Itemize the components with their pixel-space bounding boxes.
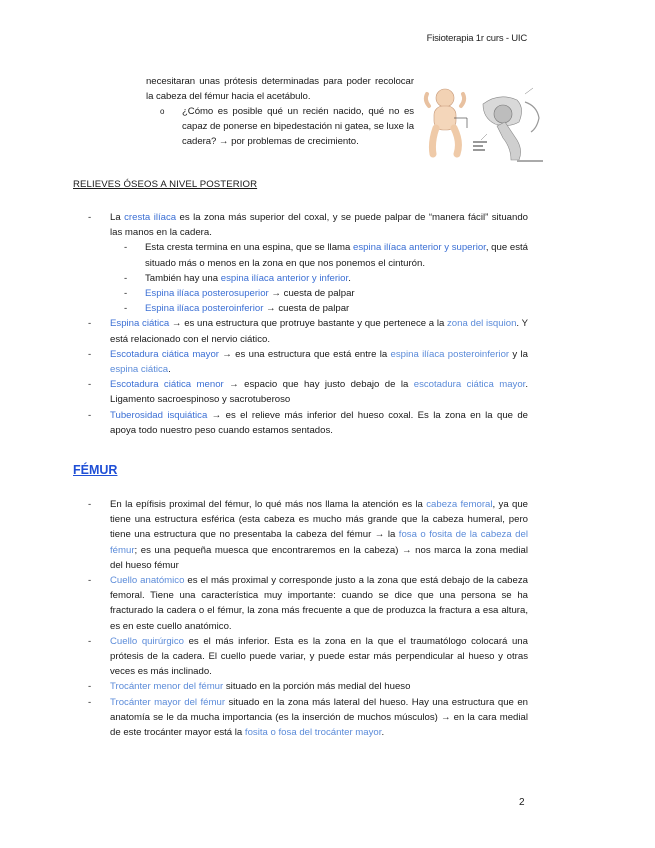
dash-bullet-icon: -	[88, 635, 92, 647]
hip-joint-diagram	[473, 88, 543, 162]
term-highlight: fosita o fosa del trocánter mayor	[244, 727, 382, 739]
term-highlight: Cuello anatómico	[110, 575, 185, 587]
dash-bullet-icon: -	[88, 212, 92, 223]
term-highlight: escotadura ciática mayor	[413, 379, 526, 391]
intro-paragraph: necesitaran unas prótesis determinadas para poder recolocar la cabeza del fémur hacia el acetábulo.	[146, 76, 414, 103]
list-item-cuello-anatomico: - Cuello anatómico es el más proximal y corresponde justo a la zona que está debajo de la cabeza femoral. Tiene una característica muy importante: cuando se dice que una persona se ha fracturado la cadera o el fémur, la zona más frecuente a que de produzca la fractura a esa altura, es en este cuello anatómico.	[88, 575, 528, 632]
dash-bullet-icon: -	[88, 499, 92, 510]
list-item-espina-ciatica: - Espina ciática → es una estructura que protruye bastante y que pertenece a la zona del isquion. Y está relacionado con el nervio ciático.	[88, 318, 528, 345]
relieves-list	[88, 210, 528, 438]
list-item-cabeza-femoral: - En la epífisis proximal del fémur, lo qué más nos llama la atención es la cabeza femoral, ya que tiene una estructura esférica (esta cabeza es mucho más grande que la cabeza humeral, pero tiene una estructura que no presentaba la cabeza del fémur → la fosa o fosita de la cabeza del fémur; es una pequeña muesca que encontraremos en la cabeza) → nos marca la zona medial del hueso fémur	[88, 499, 529, 571]
dash-bullet-icon: -	[88, 318, 92, 330]
term-highlight: espina ilíaca anterior y inferior	[220, 272, 349, 284]
term-highlight: Espina ciática	[110, 318, 170, 330]
term-highlight: Cuello quirúrgico	[110, 635, 184, 647]
term-highlight: espina ilíaca posteroinferior	[390, 348, 510, 360]
list-item-escotadura-menor: - Escotadura ciática menor → espacio que hay justo debajo de la escotadura ciática mayor. Ligamento sacroespinoso y sacrotuberoso	[88, 379, 529, 406]
intro-sub-bullet	[160, 104, 414, 150]
section-heading-relieves: RELIEVES ÓSEOS A NIVEL POSTERIOR	[73, 179, 258, 190]
circle-bullet-icon: o	[160, 107, 165, 116]
list-subitem: - Espina ilíaca posteroinferior → cuesta de palpar	[88, 301, 528, 316]
term-highlight: fosa o fosita de la cabeza del fémur	[110, 529, 528, 556]
term-highlight: cresta ilíaca	[124, 212, 177, 223]
femur-list	[88, 497, 528, 740]
dash-bullet-icon: -	[124, 242, 128, 254]
list-subitem: - También hay una espina ilíaca anterior y inferior.	[88, 271, 528, 286]
list-item-escotadura-mayor: - Escotadura ciática mayor → es una estructura que está entre la espina ilíaca posteroinferior y la espina ciática.	[88, 348, 528, 376]
intro-question: ¿Cómo es posible qué un recién nacido, qué no es capaz de ponerse en bipedestación ni gatea, se luxe la cadera? → por problemas de crecimiento.	[182, 106, 414, 148]
term-highlight: Escotadura ciática mayor	[110, 348, 219, 360]
dash-bullet-icon: -	[88, 681, 92, 693]
hip-dislocation-illustration	[421, 84, 549, 164]
page-header: Fisioterapia 1r curs - UIC	[426, 33, 527, 44]
term-highlight: cabeza femoral	[426, 499, 493, 510]
baby-figure	[426, 89, 467, 154]
term-highlight: espina ilíaca anterior y superior	[353, 242, 486, 254]
term-highlight: espina ciática	[110, 364, 169, 376]
term-highlight: Trocánter menor del fémur	[110, 681, 224, 693]
list-subitem: - Espina ilíaca posterosuperior → cuesta de palpar	[88, 286, 528, 301]
term-highlight: Trocánter mayor del fémur	[110, 696, 226, 708]
term-highlight: Escotadura ciática menor	[110, 379, 224, 391]
dash-bullet-icon: -	[88, 348, 92, 360]
list-item-cresta-iliaca: - La cresta ilíaca es la zona más superior del coxal, y se puede palpar de “manera fácil” situando las manos en la cadera.	[88, 212, 529, 239]
term-highlight: Espina ilíaca posteroinferior	[145, 303, 264, 315]
dash-bullet-icon: -	[124, 272, 128, 284]
dash-bullet-icon: -	[124, 288, 128, 300]
list-item-cuello-quirurgico: - Cuello quirúrgico es el más inferior. Esta es la zona en la que el traumatólogo colocará una prótesis de la cadera. El cuello puede variar, y puede estar más perpendicular al hueso y otras veces es más inclinado.	[88, 635, 528, 678]
section-heading-femur: FÉMUR	[73, 463, 118, 477]
dash-bullet-icon: -	[124, 303, 128, 315]
term-highlight: zona del isquion	[447, 318, 517, 330]
list-item-tuberosidad: - Tuberosidad isquiática → es el relieve más inferior del hueso coxal. Es la zona en la que de apoya todo nuestro peso cuando estamos sentados.	[88, 409, 529, 436]
list-item-trocanter-mayor: - Trocánter mayor del fémur situado en la zona más lateral del hueso. Hay una estructura que en anatomía se le da mucha importancia (es la inserción de muchos músculos) → en la cara medial de este trocánter mayor está la fosita o fosa del trocánter mayor.	[88, 696, 528, 739]
term-highlight: Espina ilíaca posterosuperior	[145, 288, 269, 300]
term-highlight: Tuberosidad isquiática	[110, 409, 208, 421]
dash-bullet-icon: -	[88, 575, 92, 587]
list-item-trocanter-menor: - Trocánter menor del fémur situado en la porción más medial del hueso	[88, 679, 528, 694]
dash-bullet-icon: -	[88, 696, 92, 708]
page-number: 2	[519, 797, 525, 808]
dash-bullet-icon: -	[88, 379, 92, 391]
dash-bullet-icon: -	[88, 409, 92, 421]
list-subitem: - Esta cresta termina en una espina, que se llama espina ilíaca anterior y superior, que está situado más o menos en la zona en que nos ponemos el cinturón.	[124, 242, 528, 269]
